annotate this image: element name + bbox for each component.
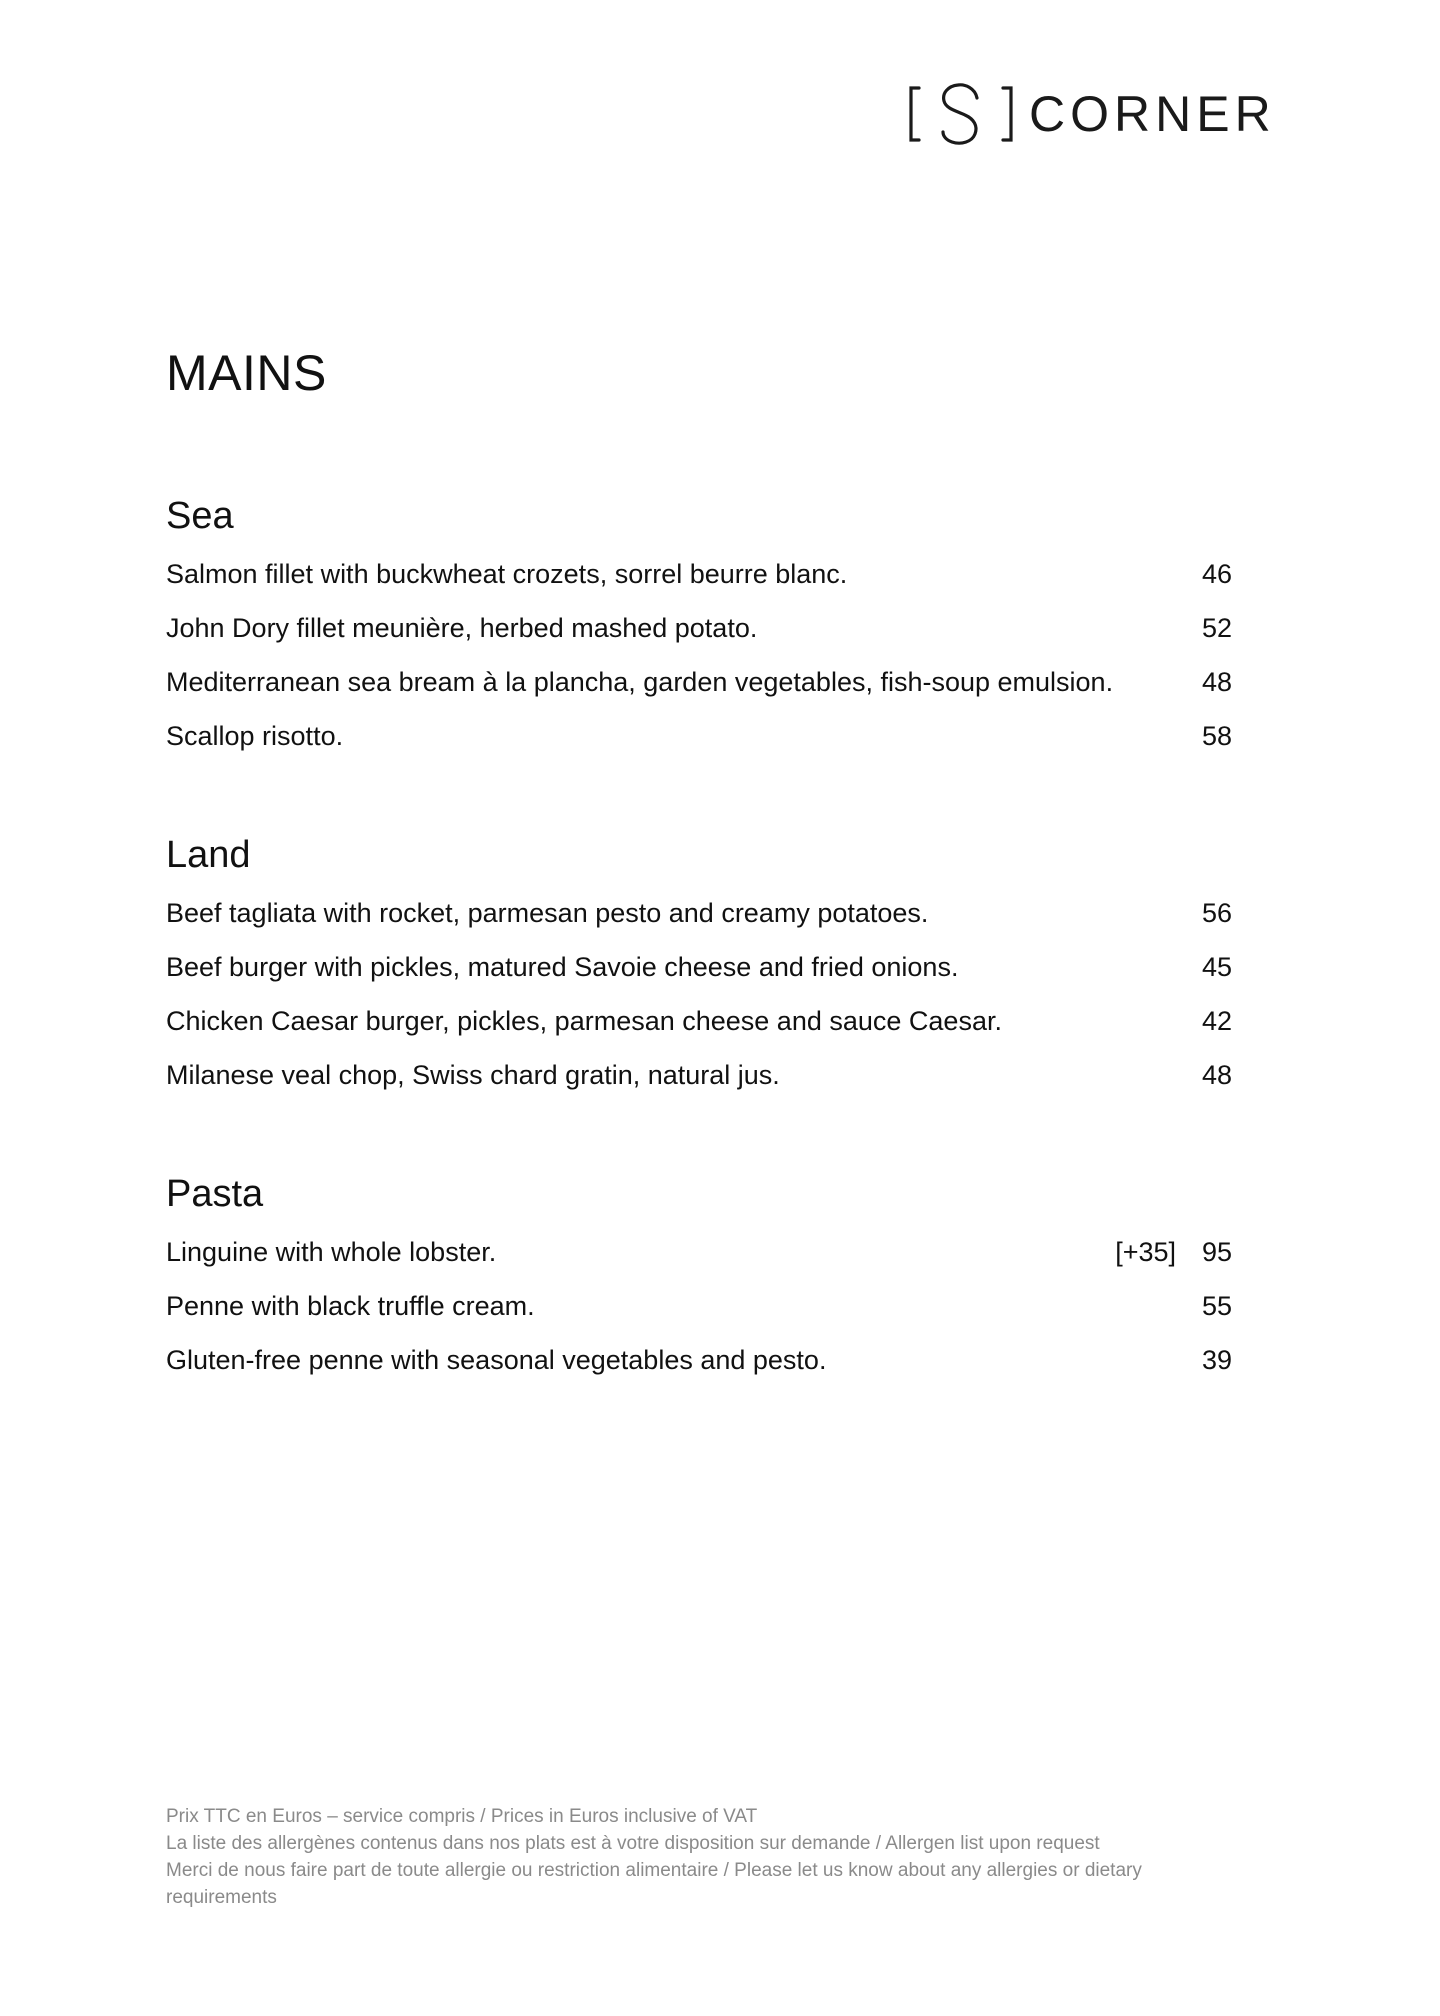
dish-price: 45 (1201, 952, 1232, 982)
brand-logo (905, 78, 1276, 150)
menu-item (166, 952, 1232, 1006)
dish-name: Salmon fillet with buckwheat crozets, sorrel beurre blanc. (166, 559, 848, 589)
dish-name: John Dory fillet meunière, herbed mashed potato. (166, 613, 758, 643)
page-title: MAINS (166, 345, 327, 401)
dish-supplement: [+35] (1115, 1237, 1176, 1267)
menu-item (166, 721, 1232, 775)
dish-name: Mediterranean sea bream à la plancha, garden vegetables, fish-soup emulsion. (166, 667, 1114, 697)
menu-item (166, 898, 1232, 952)
menu-item (166, 1060, 1232, 1114)
dish-price: 46 (1201, 559, 1232, 589)
dish-price: 48 (1201, 667, 1232, 697)
menu-item (166, 1291, 1232, 1345)
dish-price: 55 (1201, 1291, 1232, 1321)
dish-price: 58 (1201, 721, 1232, 751)
dish-name: Linguine with whole lobster. (166, 1237, 497, 1267)
dish-name: Gluten-free penne with seasonal vegetables and pesto. (166, 1345, 827, 1375)
dish-list (166, 559, 1232, 775)
footer-notes (166, 1803, 1196, 1911)
dish-price: 42 (1201, 1006, 1232, 1036)
section-heading: Sea (166, 495, 234, 537)
dish-price: 56 (1201, 898, 1232, 928)
menu-item (166, 1237, 1232, 1291)
dish-name: Chicken Caesar burger, pickles, parmesan cheese and sauce Caesar. (166, 1006, 1002, 1036)
menu-item (166, 1345, 1232, 1399)
footer-allergy-request: Merci de nous faire part de toute allergie ou restriction alimentaire / Please let us know about any allergies or dietary requirements (166, 1860, 1142, 1908)
footer-prices-note: Prix TTC en Euros – service compris / Prices in Euros inclusive of VAT (166, 1806, 758, 1827)
section-heading: Land (166, 834, 251, 876)
section-sea (166, 497, 1232, 775)
dish-price: 48 (1201, 1060, 1232, 1090)
dish-name: Penne with black truffle cream. (166, 1291, 535, 1321)
dish-price: 39 (1201, 1345, 1232, 1375)
menu-item (166, 559, 1232, 613)
footer-allergen-note: La liste des allergènes contenus dans nos plats est à votre disposition sur demande / Allergen list upon request (166, 1833, 1100, 1854)
dish-price: 95 (1201, 1237, 1232, 1267)
brand-name: CORNER (1029, 86, 1276, 142)
menu-item (166, 1006, 1232, 1060)
dish-name: Beef burger with pickles, matured Savoie cheese and fried onions. (166, 952, 959, 982)
dish-list (166, 1237, 1232, 1399)
section-pasta (166, 1175, 1232, 1399)
menu-item (166, 613, 1232, 667)
dish-name: Beef tagliata with rocket, parmesan pesto and creamy potatoes. (166, 898, 929, 928)
section-heading: Pasta (166, 1173, 264, 1215)
s-bracket-logo-icon (905, 78, 1017, 150)
section-land (166, 836, 1232, 1114)
dish-name: Milanese veal chop, Swiss chard gratin, natural jus. (166, 1060, 780, 1090)
dish-list (166, 898, 1232, 1114)
menu-item (166, 667, 1232, 721)
dish-name: Scallop risotto. (166, 721, 344, 751)
dish-price: 52 (1201, 613, 1232, 643)
